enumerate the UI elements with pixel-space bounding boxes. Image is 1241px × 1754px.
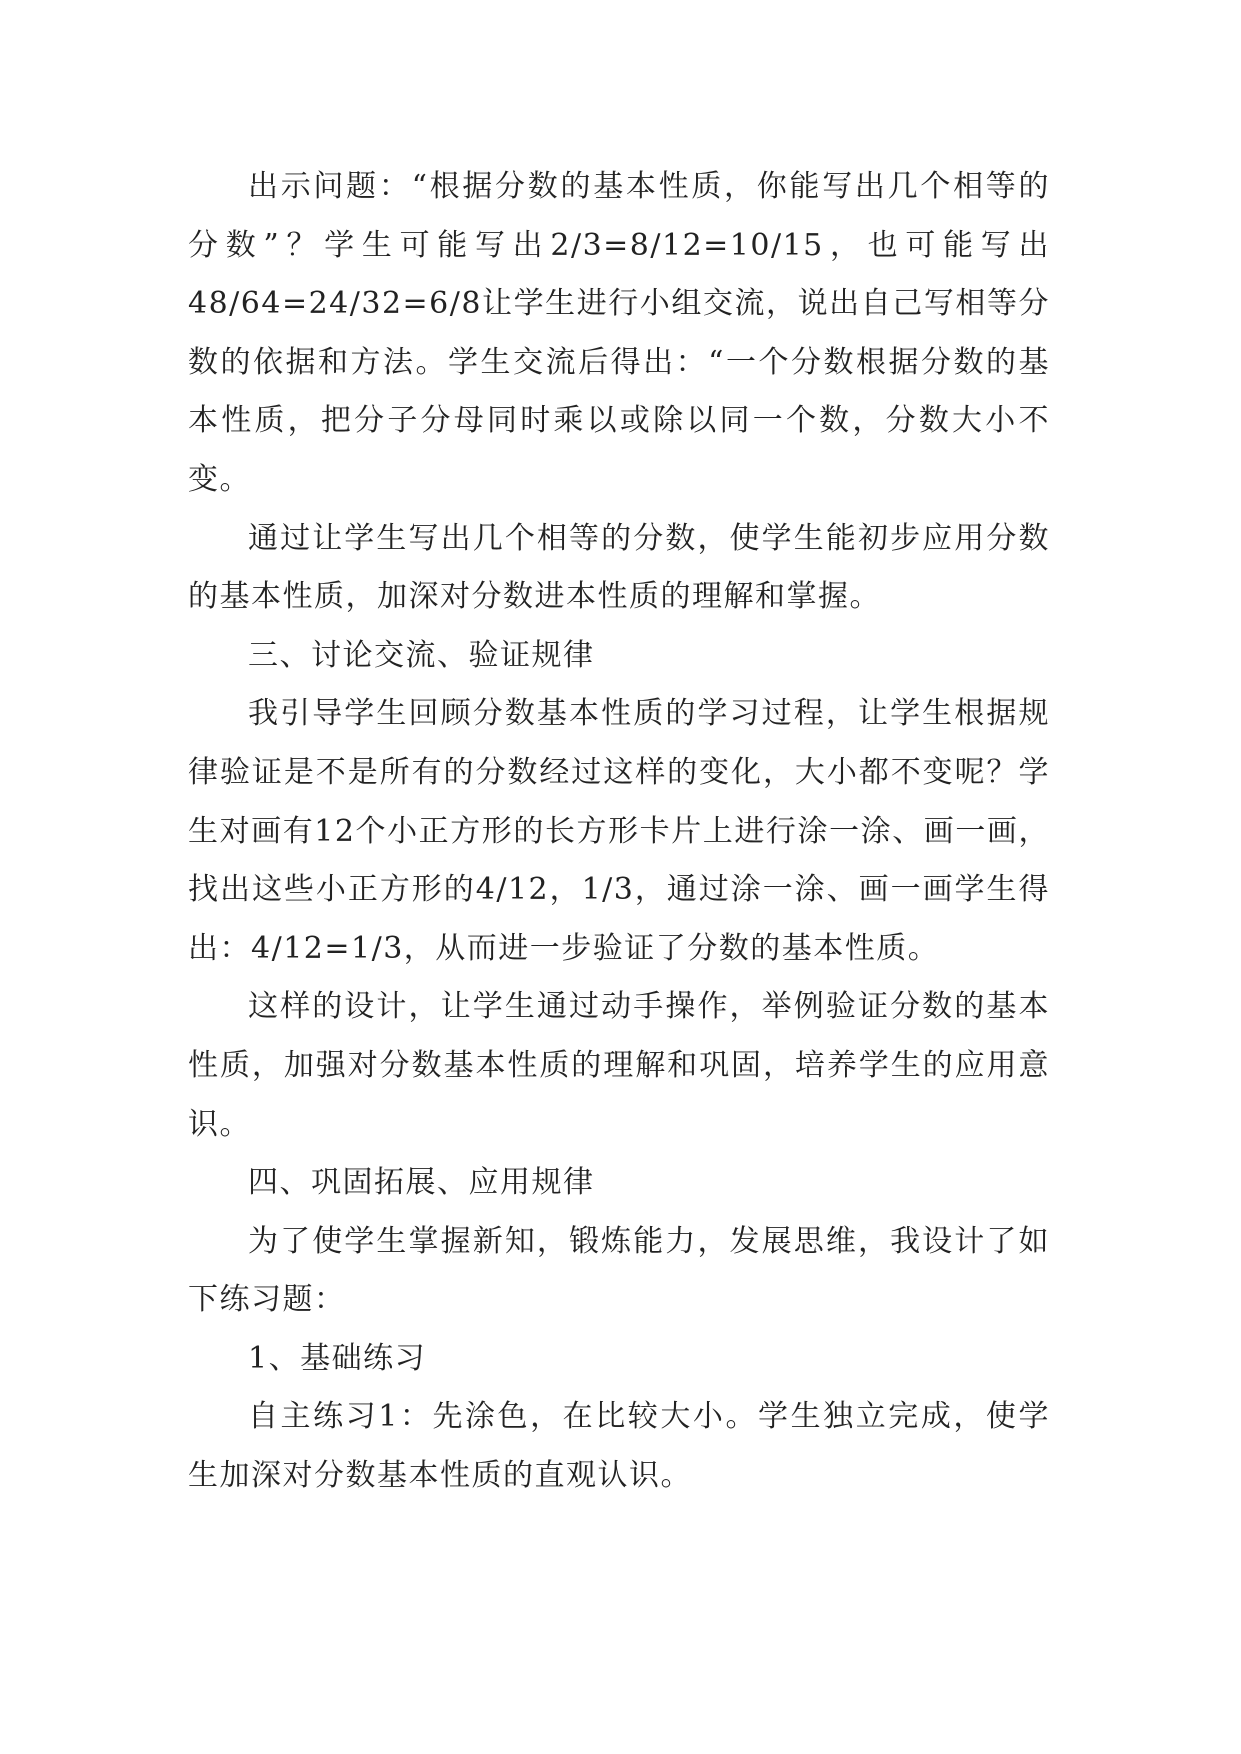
section-heading-4: 四、巩固拓展、应用规律 — [248, 1165, 595, 1201]
paragraph-practice-1: 自主练习1：先涂色，在比较大小。学生独立完成，使学生加深对分数基本性质的直观认识。 — [188, 1399, 1050, 1494]
paragraph-equal-fractions: 通过让学生写出几个相等的分数，使学生能初步应用分数的基本性质，加深对分数进本性质的理解和掌握。 — [188, 520, 1050, 615]
paragraph-exercises-intro: 为了使学生掌握新知，锻炼能力，发展思维，我设计了如下练习题： — [188, 1223, 1050, 1318]
document-body — [188, 158, 1050, 1506]
paragraph-verify-rule: 我引导学生回顾分数基本性质的学习过程，让学生根据规律验证是不是所有的分数经过这样的变化，大小都不变呢？学生对画有12个小正方形的长方形卡片上进行涂一涂、画一画，找出这些小正方形的4/12，1/3，通过涂一涂、画一画学生得出：4/12=1/3，从而进一步验证了分数的基本性质。 — [188, 696, 1050, 966]
section-heading-3: 三、讨论交流、验证规律 — [248, 637, 595, 673]
subsection-heading-basic-practice: 1、基础练习 — [248, 1340, 427, 1376]
paragraph-question: 出示问题：“根据分数的基本性质，你能写出几个相等的分数”？学生可能写出2/3=8/12=10/15，也可能写出48/64=24/32=6/8让学生进行小组交流，说出自己写相等分数的依据和方法。学生交流后得出：“一个分数根据分数的基本性质，把分子分母同时乘以或除以同一个数，分数大小不变。 — [188, 169, 1050, 497]
paragraph-design-intent: 这样的设计，让学生通过动手操作，举例验证分数的基本性质，加强对分数基本性质的理解和巩固，培养学生的应用意识。 — [188, 989, 1050, 1142]
